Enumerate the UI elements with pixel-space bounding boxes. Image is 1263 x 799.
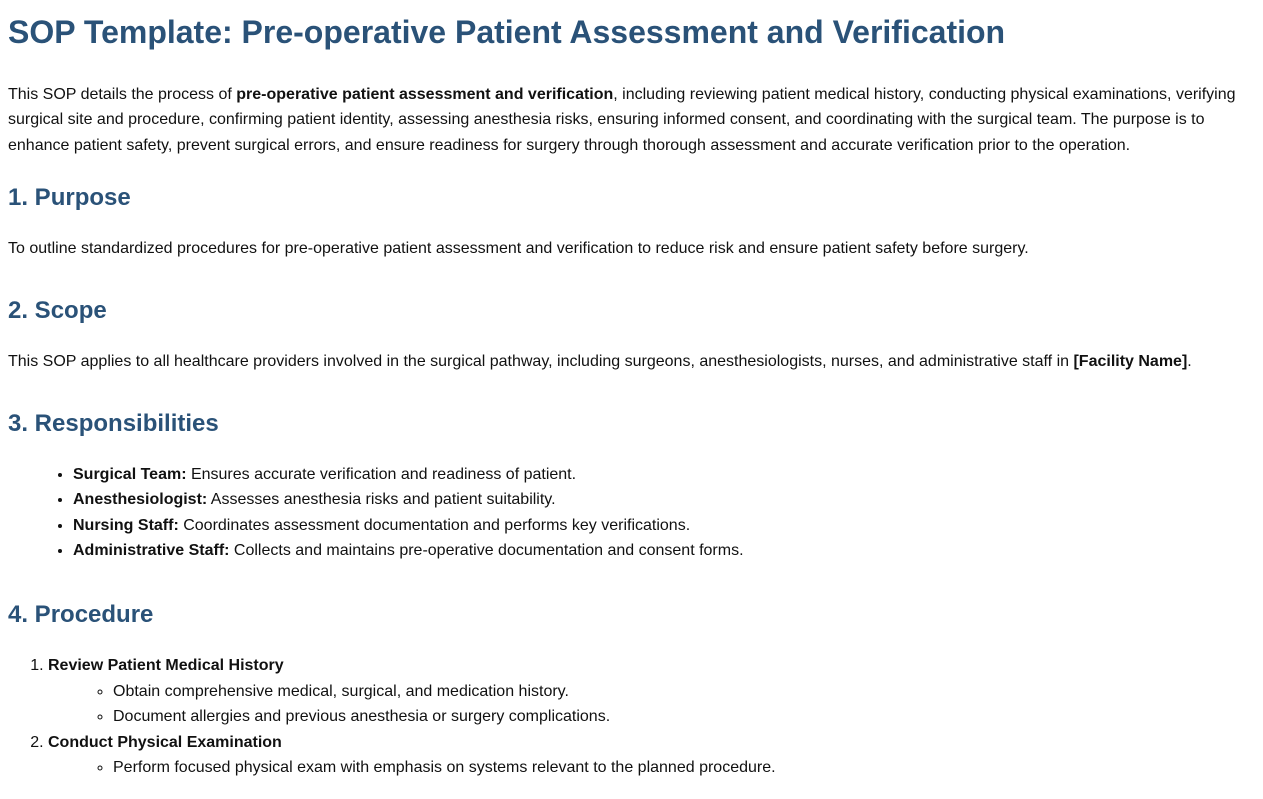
scope-paragraph [8,349,1255,375]
intro-emphasis: pre-operative patient assessment and verification [236,85,614,103]
list-item-administrative-staff [73,538,1255,564]
intro-text-end: , including reviewing patient medical history, conducting physical examinations, verifying surgical site and procedure, confirming patient identity, assessing anesthesia risks, ensuring informed consent, and coordinating with the surgical team. The purpose is to enhance patient safety, prevent surgical errors, and ensure readiness for surgery through thorough assessment and accurate verification prior to the operation. [8,85,1236,154]
responsibilities-list [8,462,1255,564]
role-label: Anesthesiologist: [73,491,208,509]
procedure-heading: 4. Procedure [8,600,154,628]
procedure-step-review-history [48,653,1255,730]
substep-item: ◦ Obtain comprehensive medical, surgical, and medication history. [113,679,1255,705]
responsibilities-heading: 3. Responsibilities [8,409,219,437]
list-item-surgical-team [73,462,1255,488]
procedure-steps-list [8,653,1255,781]
scope-heading: 2. Scope [8,296,107,324]
step-substeps [48,679,1255,730]
step-title: Conduct Physical Examination [48,733,282,751]
list-item-anesthesiologist [73,487,1255,513]
step-title: Review Patient Medical History [48,657,284,675]
intro-text-start: This SOP details the process of [8,85,237,103]
role-description: Ensures accurate verification and readiness of patient. [186,465,577,483]
substep-item: ◦ Perform focused physical exam with emphasis on systems relevant to the planned procedure. [113,755,1255,781]
list-item-nursing-staff [73,513,1255,539]
role-label: Nursing Staff: [73,516,179,534]
sop-document [0,12,1263,781]
role-description: Collects and maintains pre-operative documentation and consent forms. [229,542,744,560]
role-description: Coordinates assessment documentation and performs key verifications. [178,516,691,534]
intro-paragraph [8,82,1255,159]
scope-text-end: . [1187,353,1192,371]
role-description: Assesses anesthesia risks and patient suitability. [207,491,556,509]
procedure-step-physical-exam [48,730,1255,781]
page-title: SOP Template: Pre-operative Patient Assessment and Verification [8,14,1006,50]
role-label: Surgical Team: [73,465,187,483]
purpose-text: To outline standardized procedures for pre-operative patient assessment and verification to reduce risk and ensure patient safety before surgery. [8,240,1029,258]
facility-name-placeholder: [Facility Name] [1073,353,1188,371]
step-substeps [48,755,1255,781]
role-label: Administrative Staff: [73,542,230,560]
purpose-heading: 1. Purpose [8,184,131,212]
substep-item: ◦ Document allergies and previous anesthesia or surgery complications. [113,704,1255,730]
scope-text-start: This SOP applies to all healthcare providers involved in the surgical pathway, including surgeons, anesthesiologists, nurses, and administrative staff in [8,353,1074,371]
